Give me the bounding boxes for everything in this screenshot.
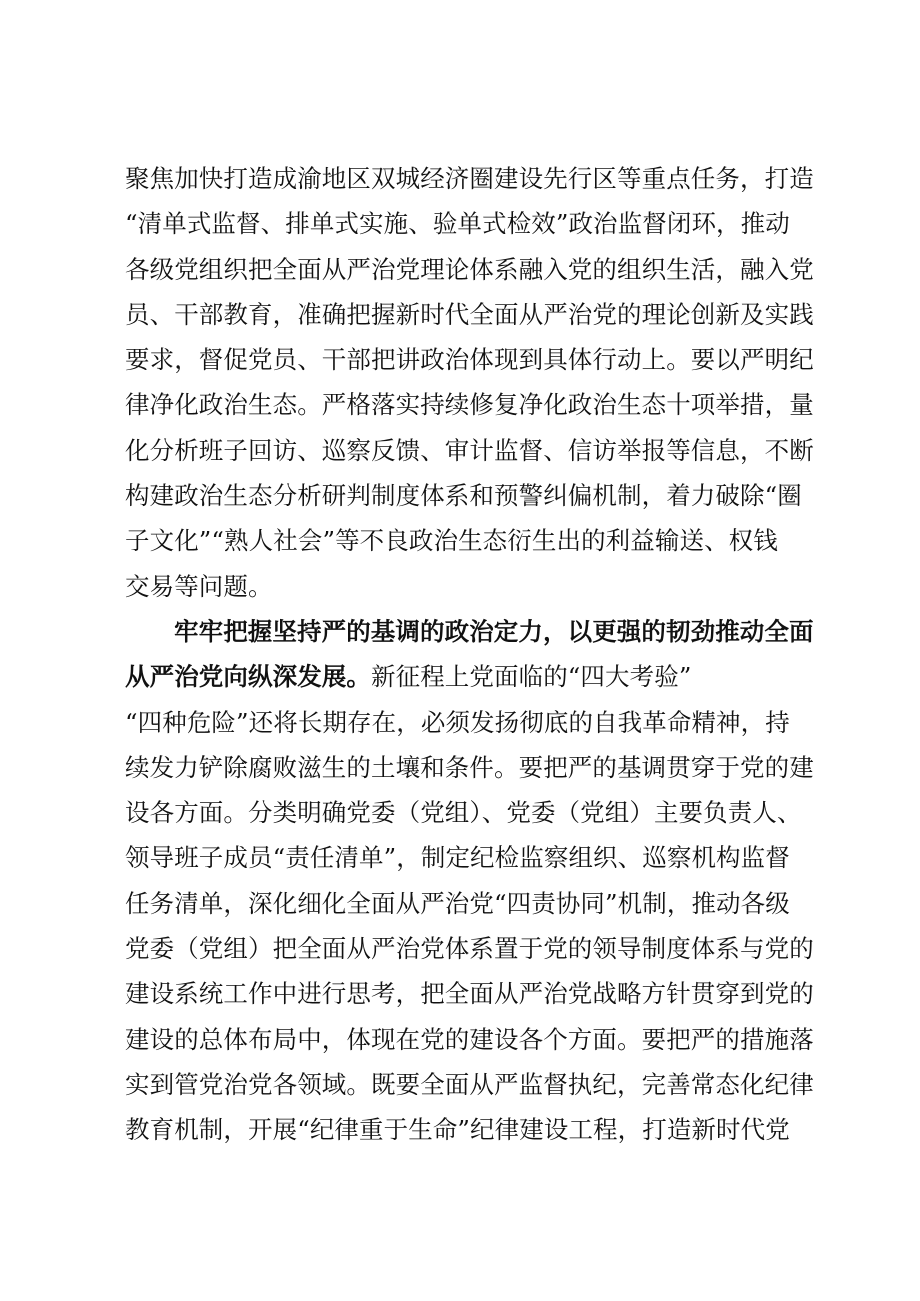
paragraph-line: 实到管党治党各领域。既要全面从严监督执纪，完善常态化纪律	[125, 1069, 814, 1099]
paragraph-line: 要求，督促党员、干部把讲政治体现到具体行动上。要以严明纪	[125, 345, 814, 375]
paragraph-line: 律净化政治生态。严格落实持续修复净化政治生态十项举措，量	[125, 390, 814, 420]
section-heading-line: 牢牢把握坚持严的基调的政治定力，以更强的韧劲推动全面	[174, 616, 814, 646]
paragraph-2	[125, 609, 814, 1153]
paragraph-line	[125, 654, 805, 699]
paragraph-line: 教育机制，开展“纪律重于生命”纪律建设工程，打造新时代党	[125, 1115, 790, 1145]
paragraph-line: 员、干部教育，准确把握新时代全面从严治党的理论创新及实践	[125, 299, 814, 329]
paragraph-line: 化分析班子回访、巡察反馈、审计监督、信访举报等信息，不断	[125, 435, 814, 465]
paragraph-line: 建设的总体布局中，体现在党的建设各个方面。要把严的措施落	[125, 1024, 814, 1054]
paragraph-line: 交易等问题。	[125, 571, 273, 601]
paragraph-line: 建设系统工作中进行思考，把全面从严治党战略方针贯穿到党的	[125, 979, 814, 1009]
paragraph-1	[125, 156, 814, 609]
paragraph-line: 党委（党组）把全面从严治党体系置于党的领导制度体系与党的	[125, 934, 814, 964]
paragraph-line: “清单式监督、排单式实施、验单式检效”政治监督闭环，推动	[125, 209, 790, 239]
paragraph-line: 设各方面。分类明确党委（党组）、党委（党组）主要负责人、	[125, 798, 802, 828]
paragraph-line: 构建政治生态分析研判制度体系和预警纠偏机制，着力破除“圈	[125, 481, 802, 511]
paragraph-line: 续发力铲除腐败滋生的土壤和条件。要把严的基调贯穿于党的建	[125, 752, 814, 782]
document-body	[125, 156, 814, 1153]
paragraph-text: 新征程上党面临的“四大考验”	[371, 662, 692, 692]
paragraph-line: 子文化”“熟人社会”等不良政治生态衍生出的利益输送、权钱	[125, 526, 778, 556]
paragraph-line: 聚焦加快打造成渝地区双城经济圈建设先行区等重点任务，打造	[125, 164, 814, 193]
paragraph-line: “四种危险”还将长期存在，必须发扬彻底的自我革命精神，持	[125, 707, 790, 737]
section-heading-tail: 从严治党向纵深发展。	[125, 662, 371, 692]
paragraph-line: 各级党组织把全面从严治党理论体系融入党的组织生活，融入党	[125, 254, 814, 284]
paragraph-line: 任务清单，深化细化全面从严治党“四责协同”机制，推动各级	[125, 888, 790, 918]
paragraph-line: 领导班子成员“责任清单”，制定纪检监察组织、巡察机构监督	[125, 843, 790, 873]
